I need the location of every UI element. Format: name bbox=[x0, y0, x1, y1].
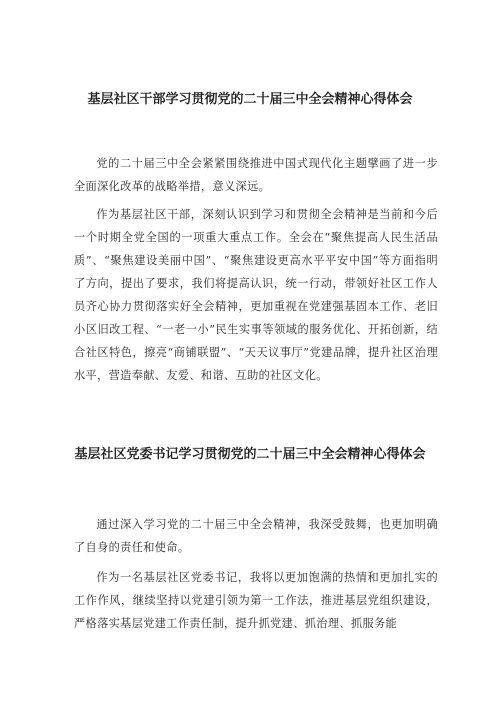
section-2-title: 基层社区党委书记学习贯彻党的二十届三中全会精神心得体会 bbox=[74, 447, 426, 462]
section-1-paragraph-1: 党的二十届三中全会紧紧围绕推进中国式现代化主题擘画了进一步全面深化改革的战略举措，意义深远。 bbox=[74, 157, 438, 193]
section-1-title: 基层社区干部学习贯彻党的二十届三中全会精神心得体会 bbox=[87, 92, 413, 107]
section-2-paragraph-1: 通过深入学习党的二十届三中全会精神，我深受鼓舞，也更加明确了自身的责任和使命。 bbox=[74, 518, 438, 554]
section-2-paragraph-2: 作为一名基层社区党委书记，我将以更加饱满的热情和更加扎实的工作作风，继续坚持以党建引领为第一工作法，推进基层党组织建设，严格落实基层党建工作责任制，提升抓党建、抓治理、抓服务能 bbox=[74, 571, 438, 630]
section-1-paragraph-2: 作为基层社区干部，深刻认识到学习和贯彻全会精神是当前和今后一个时期全党全国的一项重大重点工作。全会在“聚焦提高人民生活品质”、“聚焦建设美丽中国”、“聚焦建设更高水平平安中国”等方面指明了方向，提出了要求，我们将提高认识，统一行动，带领好社区工作人员齐心协力贯彻落实好全会精神，更加重视在党建强基固本工作、老旧小区旧改工程、“一老一小”民生实事等领域的服务优化、开拓创新，结合社区特色，擦亮“商铺联盟”、“天天议事厅”党建品牌，提升社区治理水平，营造奉献、友爱、和谐、互助的社区文化。 bbox=[74, 208, 438, 382]
